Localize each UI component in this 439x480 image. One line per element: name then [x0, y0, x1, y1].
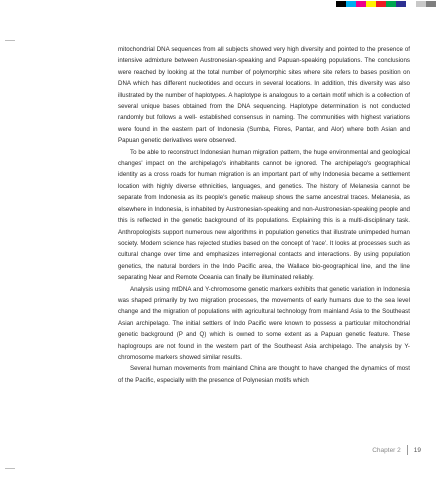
page-footer: [372, 445, 421, 455]
page-number: 19: [413, 446, 421, 454]
chapter-label: Chapter 2: [372, 446, 401, 454]
crop-mark-top-left: [5, 40, 15, 41]
color-swatch-6: [386, 1, 396, 7]
paragraph-4: Several human movements from mainland China are thought to have changed the dynamics of most of the Pacific, especially with the presence of Polynesian motifs which: [118, 365, 410, 384]
paragraph-2: To be able to reconstruct Indonesian human migration pattern, the huge environmental and geological changes' impact on the archipelago's inhabitants cannot be ignored. The archipelago's geographical identity as a cross roads for human migration is an important part of why Indonesia became a settlement location with highly diverse ethnicities, languages, and genetics. The history of Melanesia cannot be separate from Indonesia as its people's genetic makeup shows the same ancestral traces. Melanesia, as elsewhere in Indonesia, is inhabited by Austronesian-speaking and non-Austronesian-speaking people and this is reflected in the genetic background of its populations. Explaining this is a multi-disciplinary task. Anthropologists support numerous new algorithms in population genetics that illustrate unimpeded human society. Modern science has rejected studies based on the concept of 'race'. It looks at processes such as cultural change over time and emphasizes interregional contacts and interactions. By using population genetics, the natural borders in the Indo Pacific area, the Wallace bio-geographical line, and the line separating Near and Remote Oceania can finally be illuminated reliably.: [118, 148, 410, 282]
printer-color-bar: [336, 1, 436, 7]
crop-mark-bottom-left: [5, 468, 15, 469]
color-swatch-4: [366, 1, 376, 7]
color-swatch-5: [376, 1, 386, 7]
color-swatch-9: [416, 1, 426, 7]
paragraph-3: Analysis using mtDNA and Y-chromosome genetic markers exhibits that genetic variation in Indonesia was shaped primarily by two migration processes, the movements of early humans due to the sea level change and the migration of populations with agricultural technology from mainland Asia to the Southeast Asian archipelago. The initial settlers of Indo Pacific were known to possess a particular mitochondrial genetic background (P and Q) which is owned to some extent as a Papuan genetic feature. These haplogroups are not found in the western part of the Southeast Asia archipelago. The analysis by Y-chromosome markers showed similar results.: [118, 285, 410, 361]
color-swatch-2: [346, 1, 356, 7]
footer-divider: [407, 445, 408, 455]
color-swatch-8: [406, 1, 416, 7]
paragraph-1: mitochondrial DNA sequences from all subjects showed very high diversity and pointed to the presence of intensive admixture between Austronesian-speaking and Papuan-speaking populations. The conclusions were reached by looking at the total number of polymorphic sites where site refers to bases position on DNA which has different nucleotides and occurs in several locations. In addition, this diversity was also illustrated by the number of haplotypes. A haplotype is analogous to a certain motif which is a collection of several unique bases obtained from the DNA sequencing. Haplotype determination is not conducted randomly but follows a well- established consensus in naming. The communities with highest variations were found in the eastern part of Indonesia (Sumba, Flores, Pantar, and Alor) where both Asian and Papuan genetic derivatives were observed.: [118, 46, 410, 145]
color-swatch-10: [426, 1, 436, 7]
color-swatch-7: [396, 1, 406, 7]
body-text: [118, 44, 410, 386]
color-swatch-3: [356, 1, 366, 7]
color-swatch-1: [336, 1, 346, 7]
